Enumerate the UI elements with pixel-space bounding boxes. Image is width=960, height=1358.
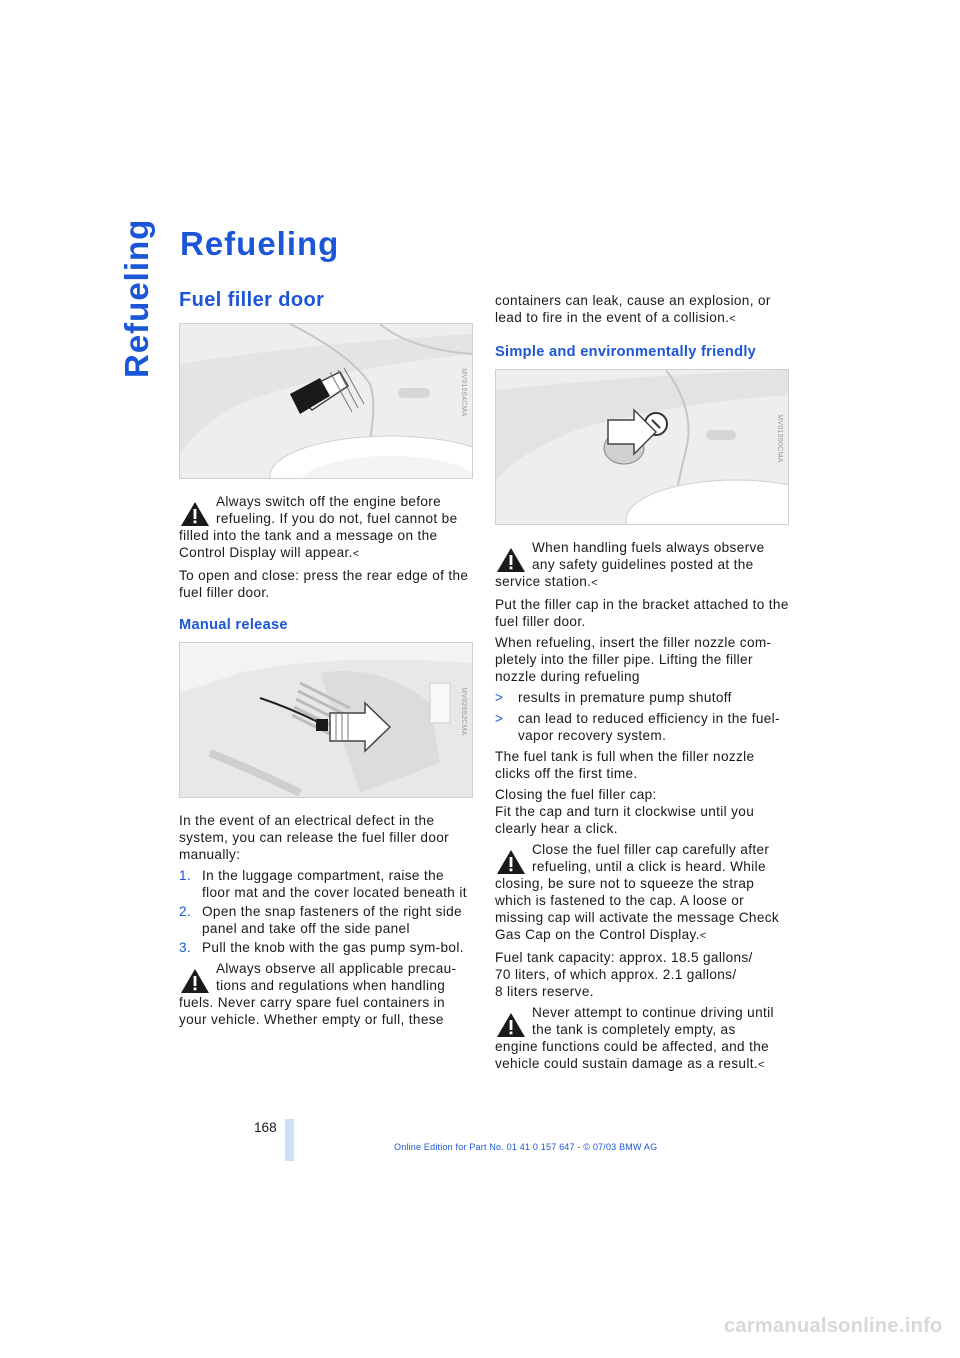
- closing-cap-heading: Closing the fuel filler cap:: [495, 787, 657, 802]
- environmentally-friendly-heading: Simple and environmentally friendly: [495, 344, 757, 360]
- warning-lead: When handling fuels always observe any safety guidelines posted at the: [532, 540, 765, 572]
- manual-release-figure: [179, 642, 473, 798]
- left-column: [179, 289, 475, 1032]
- warning-text: fuels. Never carry spare fuel containers in your vehicle. Whether empty or full, these: [179, 995, 445, 1027]
- manual-release-steps: [179, 867, 475, 956]
- tank-full-text: The fuel tank is full when the filler nozzle clicks off the first time.: [495, 749, 755, 781]
- capacity-line: 70 liters, of which approx. 2.1 gallons/: [495, 967, 737, 982]
- open-close-instruction: To open and close: press the rear edge of the fuel filler door.: [179, 568, 469, 600]
- warning-text: closing, be sure not to squeeze the strap which is fastened to the cap. A loose or missing cap will activate the message Check Gas Cap on the Control Display.: [495, 876, 780, 942]
- step-text: Pull the knob with the gas pump sym-bol.: [202, 940, 464, 955]
- step-2: [179, 903, 475, 937]
- warning-text: engine functions could be affected, and the vehicle could sustain damage as a result.: [495, 1039, 770, 1071]
- page-title: Refueling: [180, 225, 340, 262]
- warning-empty-tank: [495, 1004, 791, 1074]
- step-3: [179, 939, 475, 956]
- bullet-text: can lead to reduced efficiency in the fuel-vapor recovery system.: [518, 711, 780, 743]
- figure-code: MV02652CMA: [460, 687, 468, 736]
- bullet-marker: >: [495, 711, 504, 726]
- warning-triangle-icon: [180, 501, 210, 527]
- end-mark: <: [757, 1059, 765, 1071]
- bullet-marker: >: [495, 690, 504, 705]
- step-number: 3.: [179, 940, 192, 955]
- page-number: 168: [254, 1120, 277, 1135]
- step-number: 1.: [179, 868, 192, 883]
- car-rear-illustration: [180, 324, 472, 478]
- warning-triangle-icon: [496, 849, 526, 875]
- step-1: [179, 867, 475, 901]
- warning-triangle-icon: [496, 547, 526, 573]
- warning-triangle-icon: [496, 1012, 526, 1038]
- side-tab: [112, 218, 156, 380]
- fuel-filler-door-heading: Fuel filler door: [179, 289, 325, 311]
- nozzle-consequences-list: [495, 689, 791, 744]
- fuel-filler-door-figure: [179, 323, 473, 479]
- warning-close-cap: [495, 841, 791, 945]
- filler-cap-figure: [495, 369, 789, 525]
- continued-sentence: containers can leak, cause an explosion, or lead to fire in the event of a collision.: [495, 293, 771, 325]
- nozzle-insert-text: When refueling, insert the filler nozzle com-pletely into the filler pipe. Lifting the filler nozzle during refueling: [495, 635, 772, 684]
- end-mark: <: [352, 548, 360, 560]
- right-column: [495, 292, 791, 1078]
- closing-cap-text: [495, 786, 791, 837]
- warning-triangle-icon: [180, 968, 210, 994]
- warning-safety-guidelines: [495, 539, 791, 592]
- warning-lead: Never attempt to continue driving until the tank is completely empty, as: [532, 1005, 774, 1037]
- bullet-item: [495, 689, 791, 706]
- capacity-line: Fuel tank capacity: approx. 18.5 gallons/: [495, 950, 753, 965]
- bullet-item: [495, 710, 791, 744]
- warning-text: service station.: [495, 574, 592, 589]
- filler-cap-bracket-text: Put the filler cap in the bracket attached to the fuel filler door.: [495, 597, 789, 629]
- site-watermark: carmanualsonline.info: [724, 1315, 943, 1337]
- warning-engine-off: [179, 493, 475, 563]
- step-text: In the luggage compartment, raise the floor mat and the cover located beneath it: [202, 868, 467, 900]
- end-mark: <: [699, 930, 707, 942]
- manual-release-intro: In the event of an electrical defect in the system, you can release the fuel filler door manually:: [179, 813, 450, 862]
- bullet-text: results in premature pump shutoff: [518, 690, 732, 705]
- manual-release-heading: Manual release: [179, 617, 288, 633]
- warning-text: filled into the tank and a message on the Control Display will appear.: [179, 528, 438, 560]
- step-number: 2.: [179, 904, 192, 919]
- figure-code: MV01590CMA: [776, 414, 784, 463]
- warning-precautions: [179, 960, 475, 1028]
- end-mark: <: [591, 577, 599, 589]
- step-text: Open the snap fasteners of the right side panel and take off the side panel: [202, 904, 462, 936]
- footer-accent-bar: [285, 1119, 294, 1161]
- warning-lead: Always observe all applicable precau-tions and regulations when handling: [216, 961, 457, 993]
- footer-edition-text: Online Edition for Part No. 01 41 0 157 647 - © 07/03 BMW AG: [394, 1142, 658, 1152]
- capacity-line: 8 liters reserve.: [495, 984, 594, 999]
- luggage-compartment-illustration: [180, 643, 472, 797]
- side-tab-label: Refueling: [118, 218, 155, 378]
- filler-cap-illustration: [496, 370, 788, 524]
- tank-capacity-text: [495, 949, 791, 1000]
- end-mark: <: [729, 313, 737, 325]
- figure-code: MV01664CMA: [460, 368, 468, 417]
- closing-cap-instruction: Fit the cap and turn it clockwise until you clearly hear a click.: [495, 804, 755, 836]
- warning-lead: Always switch off the engine before refueling. If you do not, fuel cannot be: [216, 494, 458, 526]
- continued-text: [495, 292, 791, 328]
- warning-lead: Close the fuel filler cap carefully after refueling, until a click is heard. While: [532, 842, 770, 874]
